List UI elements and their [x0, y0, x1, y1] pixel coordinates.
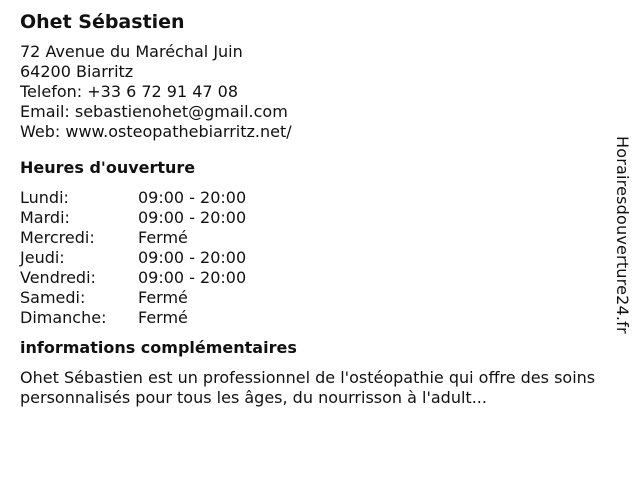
email-line: Email: sebastienohet@gmail.com — [20, 102, 288, 121]
day-hours: 09:00 - 20:00 — [138, 188, 247, 207]
business-name: Ohet Sébastien — [20, 11, 185, 33]
address-city: 64200 Biarritz — [20, 62, 134, 81]
day-label: Mercredi: — [20, 228, 95, 247]
hours-row-friday — [20, 268, 600, 288]
hours-row-monday — [20, 188, 600, 208]
day-label: Dimanche: — [20, 308, 107, 327]
opening-hours-heading: Heures d'ouverture — [20, 158, 196, 177]
hours-row-wednesday — [20, 228, 600, 248]
day-hours: 09:00 - 20:00 — [138, 268, 247, 287]
day-hours: Fermé — [138, 308, 188, 327]
additional-info-heading: informations complémentaires — [20, 338, 297, 357]
day-label: Jeudi: — [20, 248, 65, 267]
day-hours: 09:00 - 20:00 — [138, 208, 247, 227]
day-label: Samedi: — [20, 288, 86, 307]
hours-row-tuesday — [20, 208, 600, 228]
site-watermark: Horairesdouverture24.fr — [613, 136, 632, 334]
opening-hours-table — [20, 188, 600, 328]
day-label: Lundi: — [20, 188, 69, 207]
web-line: Web: www.osteopathebiarritz.net/ — [20, 122, 292, 141]
phone-line: Telefon: +33 6 72 91 47 08 — [20, 82, 239, 101]
hours-row-thursday — [20, 248, 600, 268]
day-hours: Fermé — [138, 288, 188, 307]
additional-info-text: Ohet Sébastien est un professionnel de l'ostéopathie qui offre des soins personnalisés pour tous les âges, du nourrisson à l'adult... — [20, 368, 596, 407]
hours-row-sunday — [20, 308, 600, 328]
day-hours: 09:00 - 20:00 — [138, 248, 247, 267]
hours-row-saturday — [20, 288, 600, 308]
day-hours: Fermé — [138, 228, 188, 247]
day-label: Vendredi: — [20, 268, 96, 287]
address-street: 72 Avenue du Maréchal Juin — [20, 42, 243, 61]
contact-block — [20, 42, 600, 142]
day-label: Mardi: — [20, 208, 70, 227]
business-card — [20, 10, 600, 408]
